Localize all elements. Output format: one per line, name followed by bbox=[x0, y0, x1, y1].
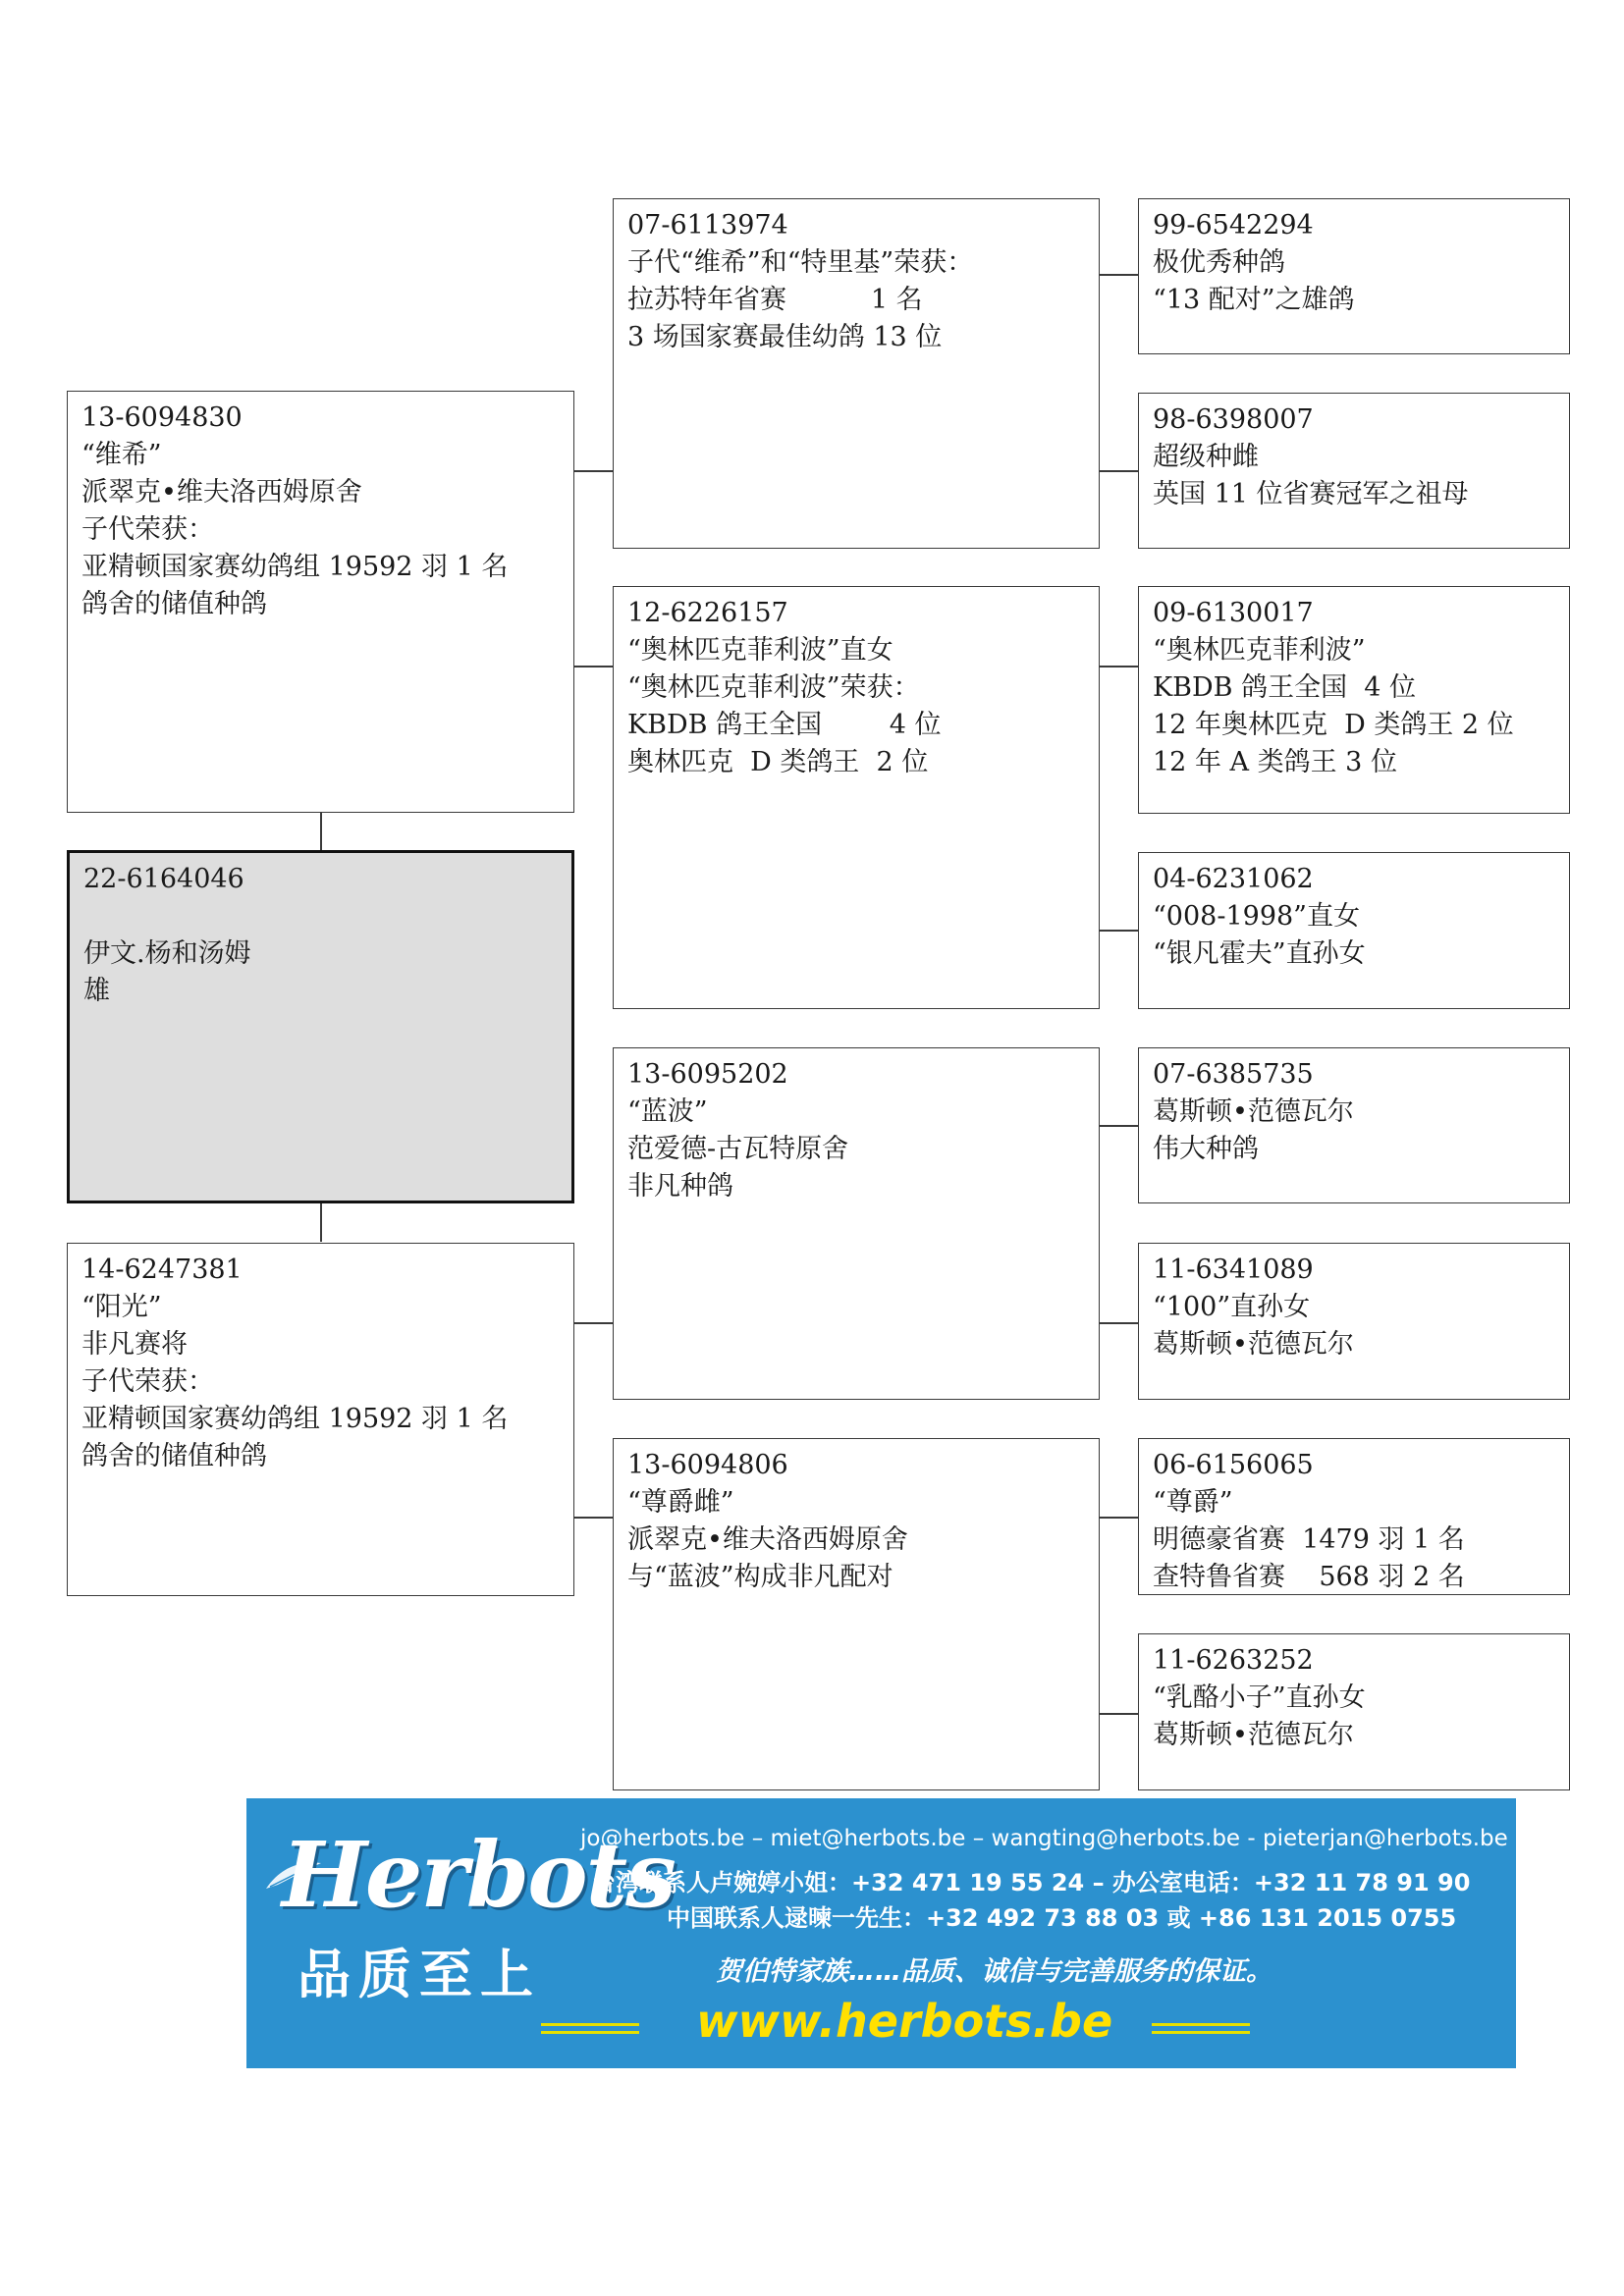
pedigree-line: 亚精顿国家赛幼鸽组 19592 羽 1 名 bbox=[81, 1404, 509, 1434]
herbots-logo: Herbots bbox=[282, 1822, 675, 1928]
pedigree-line: 超级种雌 bbox=[1153, 442, 1259, 472]
pedigree-line: 非凡赛将 bbox=[81, 1329, 188, 1360]
dam-dam-dam-box bbox=[1138, 1633, 1570, 1790]
dam-sire-sire-box bbox=[1138, 1047, 1570, 1203]
ring-number: 13-6094830 bbox=[81, 402, 243, 433]
pedigree-line: 亚精顿国家赛幼鸽组 19592 羽 1 名 bbox=[81, 552, 509, 582]
pedigree-line: 与“蓝波”构成非凡配对 bbox=[627, 1562, 893, 1592]
ring-number: 11-6263252 bbox=[1153, 1645, 1314, 1676]
pedigree-line: 子代荣获： bbox=[81, 1366, 214, 1397]
sire-box bbox=[67, 391, 574, 813]
connector-sire-subject bbox=[320, 811, 322, 850]
pedigree-line: “尊爵雌” bbox=[627, 1487, 734, 1518]
tagline: 贺伯特家族……品质、诚信与完善服务的保证。 bbox=[716, 1956, 1272, 1987]
pedigree-line: 派翠克•维夫洛西姆原舍 bbox=[81, 477, 362, 507]
pedigree-line: 雄 bbox=[83, 976, 110, 1006]
pedigree-line: 葛斯顿•范德瓦尔 bbox=[1153, 1096, 1354, 1127]
ring-number: 22-6164046 bbox=[83, 864, 244, 894]
pedigree-line: “尊爵” bbox=[1153, 1487, 1233, 1518]
url-deco-left bbox=[541, 2023, 639, 2026]
herbots-banner bbox=[246, 1798, 1516, 2068]
pedigree-line: 鸽舍的储值种鸽 bbox=[81, 1441, 267, 1471]
ring-number: 06-6156065 bbox=[1153, 1450, 1314, 1480]
pedigree-line: 3 场国家赛最佳幼鸽 13 位 bbox=[627, 322, 943, 352]
pedigree-line: 明德豪省赛 1479 羽 1 名 bbox=[1153, 1524, 1465, 1555]
ring-number: 11-6341089 bbox=[1153, 1255, 1314, 1285]
pedigree-line: 英国 11 位省赛冠军之祖母 bbox=[1153, 479, 1469, 509]
connector-dd-ddd bbox=[1099, 1713, 1138, 1715]
dam-sire-box bbox=[613, 1047, 1100, 1400]
ring-number: 99-6542294 bbox=[1153, 210, 1314, 240]
taiwan-contact: 台湾联系人卢婉婷小姐：+32 471 19 55 24 – 办公室电话：+32 11 78 91 90 bbox=[592, 1869, 1471, 1896]
website-link[interactable]: www.herbots.be bbox=[696, 1995, 1113, 2048]
sire-dam-sire-box bbox=[1138, 586, 1570, 814]
pedigree-line: 范爱德-古瓦特原舍 bbox=[627, 1134, 849, 1164]
connector-dam-dd bbox=[573, 1517, 613, 1519]
pedigree-line: 拉苏特年省赛 1 名 bbox=[627, 285, 923, 315]
ring-number: 07-6385735 bbox=[1153, 1059, 1314, 1090]
pedigree-line: “银凡霍夫”直孙女 bbox=[1153, 938, 1366, 969]
connector-dd-dds bbox=[1099, 1517, 1138, 1519]
sire-sire-box bbox=[613, 198, 1100, 549]
connector-ds-dss bbox=[1099, 1125, 1138, 1127]
pedigree-line: “乳酪小子”直孙女 bbox=[1153, 1682, 1366, 1713]
connector-subject-dam bbox=[320, 1202, 322, 1242]
sire-dam-box bbox=[613, 586, 1100, 1009]
pedigree-line: KBDB 鸽王全国 4 位 bbox=[627, 710, 942, 740]
pedigree-line: “奥林匹克菲利波”直女 bbox=[627, 635, 893, 666]
pedigree-line: 子代荣获： bbox=[81, 514, 214, 545]
connector-ss-ssd bbox=[1099, 470, 1138, 472]
sire-sire-sire-box bbox=[1138, 198, 1570, 354]
sire-dam-dam-box bbox=[1138, 852, 1570, 1009]
logo-slogan: 品质至上 bbox=[298, 1944, 541, 2005]
pedigree-line: KBDB 鸽王全国 4 位 bbox=[1153, 672, 1417, 703]
pedigree-line: “008-1998”直女 bbox=[1153, 901, 1360, 932]
ring-number: 13-6094806 bbox=[627, 1450, 788, 1480]
sire-sire-dam-box bbox=[1138, 393, 1570, 549]
ring-number: 12-6226157 bbox=[627, 598, 788, 628]
pedigree-line: “奥林匹克菲利波”荣获： bbox=[627, 672, 920, 703]
ring-number: 98-6398007 bbox=[1153, 404, 1314, 435]
dam-box bbox=[67, 1243, 574, 1596]
dam-dam-sire-box bbox=[1138, 1438, 1570, 1595]
connector-sire-sd bbox=[573, 666, 613, 667]
pedigree-line: “维希” bbox=[81, 440, 162, 470]
pedigree-line: “阳光” bbox=[81, 1292, 162, 1322]
ring-number: 13-6095202 bbox=[627, 1059, 788, 1090]
pedigree-line: 12 年 A 类鸽王 3 位 bbox=[1153, 747, 1397, 777]
pedigree-line: 子代“维希”和“特里基”荣获： bbox=[627, 247, 974, 278]
url-deco-left-2 bbox=[541, 2031, 639, 2034]
connector-ss-sss bbox=[1099, 274, 1138, 276]
pedigree-line: 鸽舍的储值种鸽 bbox=[81, 589, 267, 619]
pedigree-line: 非凡种鸽 bbox=[627, 1171, 733, 1201]
pedigree-line: “蓝波” bbox=[627, 1096, 708, 1127]
ring-number: 04-6231062 bbox=[1153, 864, 1314, 894]
connector-ds-dsd bbox=[1099, 1322, 1138, 1324]
ring-number: 09-6130017 bbox=[1153, 598, 1314, 628]
pedigree-line: “13 配对”之雄鸽 bbox=[1153, 285, 1355, 315]
pedigree-line: 伟大种鸽 bbox=[1153, 1134, 1259, 1164]
pedigree-line: 葛斯顿•范德瓦尔 bbox=[1153, 1329, 1354, 1360]
contact-emails: jo@herbots.be – miet@herbots.be – wangting@herbots.be - pieterjan@herbots.be bbox=[580, 1826, 1508, 1851]
china-contact: 中国联系人逯暕一先生：+32 492 73 88 03 或 +86 131 2015 0755 bbox=[667, 1904, 1457, 1932]
pedigree-line: 查特鲁省赛 568 羽 2 名 bbox=[1153, 1562, 1465, 1592]
pedigree-line: “奥林匹克菲利波” bbox=[1153, 635, 1366, 666]
connector-sire-ss bbox=[573, 470, 613, 472]
pedigree-line: 葛斯顿•范德瓦尔 bbox=[1153, 1720, 1354, 1750]
pedigree-line: 派翠克•维夫洛西姆原舍 bbox=[627, 1524, 908, 1555]
dam-dam-box bbox=[613, 1438, 1100, 1790]
connector-sd-sdd bbox=[1099, 930, 1138, 932]
ring-number: 14-6247381 bbox=[81, 1255, 243, 1285]
pedigree-line: 极优秀种鸽 bbox=[1153, 247, 1285, 278]
subject-box bbox=[67, 850, 574, 1203]
url-deco-right bbox=[1152, 2023, 1250, 2026]
dam-sire-dam-box bbox=[1138, 1243, 1570, 1400]
pedigree-line: 伊文.杨和汤姆 bbox=[83, 938, 251, 969]
pedigree-line: 12 年奥林匹克 D 类鸽王 2 位 bbox=[1153, 710, 1514, 740]
connector-sd-sds bbox=[1099, 666, 1138, 667]
pedigree-line bbox=[83, 898, 558, 935]
url-deco-right-2 bbox=[1152, 2031, 1250, 2034]
ring-number: 07-6113974 bbox=[627, 210, 788, 240]
connector-dam-ds bbox=[573, 1322, 613, 1324]
pedigree-line: 奥林匹克 D 类鸽王 2 位 bbox=[627, 747, 929, 777]
pedigree-line: “100”直孙女 bbox=[1153, 1292, 1311, 1322]
